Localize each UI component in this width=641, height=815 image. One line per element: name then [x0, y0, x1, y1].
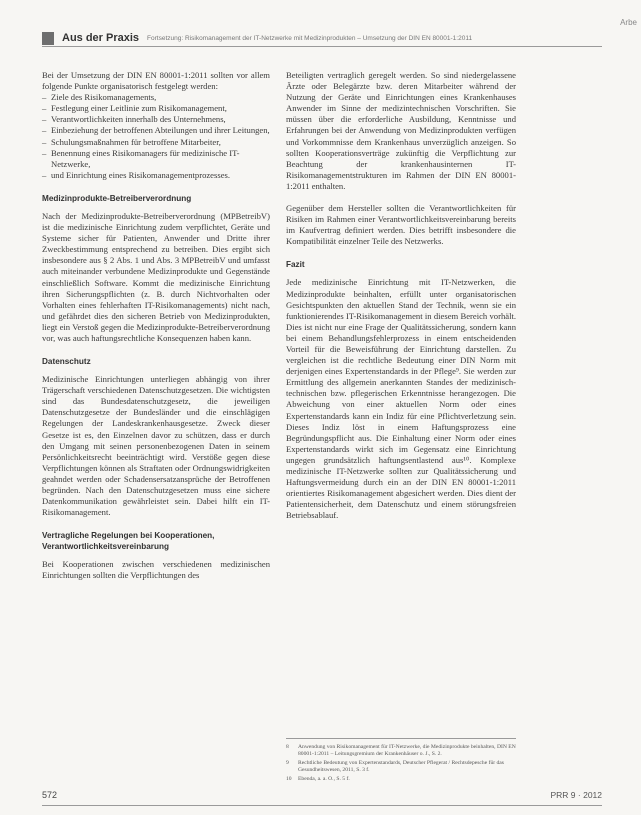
- footnote-text: Anwendung von Risikomanagement für IT-Netzwerke, die Medizinprodukte beinhalten, DIN EN 80001-1:2011 – Leitungsgremium der Krankenhäuser o. J., S. 2.: [298, 744, 516, 757]
- section-paragraph: Medizinische Einrichtungen unterliegen abhängig von ihrer Trägerschaft verschiedenen Datenschutzgesetzen. Die wichtigsten sind das Bundesdatenschutzgesetz, die jeweiligen Datenschutzgesetze der Bundesländer und die einschlägigen Regelungen der Landeskrankenhausgesetze. Zweck dieser Gesetze ist es, den Einzelnen davor zu schützen, dass er durch den Umgang mit seinen personenbezogenen Daten in seinem Persönlichkeitsrecht beeinträchtigt wird. Verstöße gegen diese Verpflichtungen können als Straftaten oder Ordnungswidrigkeiten geahndet werden oder Schadensersatzansprüche der Betroffenen begründen. Nach den Datenschutzgesetzen muss eine sichere Datenkommunikation gewährleistet sein. Dabei hilft ein IT-Risikomanagement.: [42, 374, 270, 518]
- left-column: [42, 70, 270, 581]
- footnote-number: 10: [286, 776, 292, 782]
- header-rule: [42, 46, 602, 47]
- footnotes: [286, 744, 516, 785]
- header-subtitle: Fortsetzung: Risikomanagement der IT-Netzwerke mit Medizinprodukten – Umsetzung der DIN EN 80001-1:2011: [147, 34, 473, 42]
- list-item: – Einbeziehung der betroffenen Abteilungen und ihrer Leitungen,: [42, 125, 270, 136]
- list-item: – Festlegung einer Leitlinie zum Risikomanagement,: [42, 103, 270, 114]
- list-item: – Verantwortlichkeiten innerhalb des Unternehmens,: [42, 114, 270, 125]
- section-paragraph: Bei Kooperationen zwischen verschiedenen medizinischen Einrichtungen sollten die Verpflichtungen des: [42, 559, 270, 581]
- page-header: [42, 30, 602, 46]
- list-item: – Schulungsmaßnahmen für betroffene Mitarbeiter,: [42, 137, 270, 148]
- list-item: – Benennung eines Risikomanagers für medizinische IT-Netzwerke,: [42, 148, 270, 170]
- conclusion-paragraph: Jede medizinische Einrichtung mit IT-Netzwerken, die Medizinprodukte beinhalten, erfüllt unter organisatorischen Gesichtspunkten den aktuellen Stand der Technik, wenn sie ein funktionierendes IT-Risikomanagement in diesem Bereich vorhält. Dies ist nicht nur eine Frage der Qualitätssicherung, sondern kann bei einem Behandlungsfehlerprozess in einem entscheidenden Vorteil für die Beweisführung der Einrichtung darstellen. Zu vergleichen ist die rechtliche Bedeutung einer DIN Norm mit derjenigen eines Expertenstandards in der Pflege⁹. Sie werden zur Ermittlung des allgemein anerkannten Standes der medizinisch-technischen bzw. pflegerischen Erkenntnisse herangezogen. Die Abweichung von einer aktuellen Norm oder eines Expertenstandards kann ein Indiz für eine Pflichtverletzung sein. Dieses Indiz löst in einem Haftungsprozess eine Begründungspflicht aus. Die Einhaltung einer Norm oder eines Expertenstandards wirkt sich im Gegensatz eine Einrichtung ungegen grundsätzlich haftungsentlastend aus¹⁰. Komplexe medizinische IT-Netzwerke sollten zur Qualitätssicherung und Haftungsvermeidung durch ein an der DIN EN 80001-1:2011 orientiertes Risikomanagement abgesichert werden. Dies dient der Patientensicherheit, dem Datenschutz und einem störungsfreien Betriebsablauf.: [286, 277, 516, 521]
- footnote-text: Rechtliche Bedeutung von Expertenstandards, Deutscher Pflegerat / Rechtsdepesche für das Gesundheitswesen, 2011, S. 3 f.: [298, 760, 504, 773]
- footnote-number: 8: [286, 744, 289, 750]
- footnote-text: Ebenda, a. a. O., S. 5 f.: [298, 776, 350, 782]
- section-marker-icon: [42, 32, 54, 45]
- page-number: 572: [42, 790, 58, 800]
- footnote-number: 9: [286, 760, 289, 766]
- corner-text: Arbe: [620, 18, 637, 27]
- footer-rule: [42, 805, 602, 806]
- list-item: – Ziele des Risikomanagements,: [42, 92, 270, 103]
- footnote: [286, 776, 516, 783]
- intro-paragraph: Bei der Umsetzung der DIN EN 80001-1:2011 sollten vor allem folgende Punkte organisatorisch festgelegt werden:: [42, 70, 270, 92]
- section-heading: Vertragliche Regelungen bei Kooperationen, Verantwortlichkeitsvereinbarung: [42, 531, 215, 552]
- footnote-rule: [286, 738, 516, 739]
- manufacturer-paragraph: Gegenüber dem Hersteller sollten die Verantwortlichkeiten für Risiken im Rahmen einer Verantwortlichkeitsvereinbarung bereits im Kaufvertrag definiert werden. Dies betrifft insbesondere die Kompatibilität einzelner Teile des Netzwerks.: [286, 203, 516, 247]
- continued-paragraph: Beteiligten vertraglich geregelt werden. So sind niedergelassene Ärzte oder Belegärzte bzw. deren Mitarbeiter während der Nutzung der Geräte und Einrichtungen eines Krankenhauses Anwender im Sinne der medizintechnischen Vorschriften. Sie müssen über die erforderliche Ausbildung, Kenntnisse und Erfahrungen bei der Anwendung von Medizinprodukten verfügen und Vorkommnisse dem Krankenhaus unverzüglich anzeigen. So sollten Kooperationsverträge zukünftig die Verpflichtung zur Beachtung der krankenhausinternen IT-Risikomanagementstrukturen im Rahmen der DIN EN 80001-1:2011 enthalten.: [286, 70, 516, 191]
- issue-label: PRR 9 · 2012: [550, 790, 602, 800]
- right-column: [286, 70, 516, 521]
- section-heading: Medizinprodukte-Betreiberverordnung: [42, 193, 192, 203]
- footnote: [286, 760, 516, 774]
- measures-list: [42, 92, 270, 181]
- header-title: Aus der Praxis: [62, 32, 140, 44]
- section-heading: Fazit: [286, 260, 305, 270]
- list-item: – und Einrichtung eines Risikomanagementprozesses.: [42, 170, 270, 181]
- section-paragraph: Nach der Medizinprodukte-Betreiberverordnung (MPBetreibV) ist die medizinische Einrichtung zudem verpflichtet, Geräte und Systeme sicher für Patienten, Anwender und Dritte ihrer Zweckbestimmung entsprechend zu betreiben. Dies ergibt sich insbesondere aus § 2 Abs. 1 und Abs. 3 MPBetreibV und umfasst auch miteinander verbundene Medizinprodukte und Gegenstände einschließlich Software. Kommt die medizinische Einrichtung ihren Sicherungspflichten (z. B. durch Nichtvorhalten oder Vorhalten eines fehlerhaften IT-Risikomanagements) nicht nach, und gefährdet dies den sicheren Betrieb von Medizinprodukten, liegt ein Verstoß gegen die Medizinprodukte-Betreiberverordnung vor, was auch haftungsrechtliche Konsequenzen haben kann.: [42, 210, 270, 343]
- footnote: [286, 744, 516, 758]
- section-heading: Datenschutz: [42, 357, 91, 367]
